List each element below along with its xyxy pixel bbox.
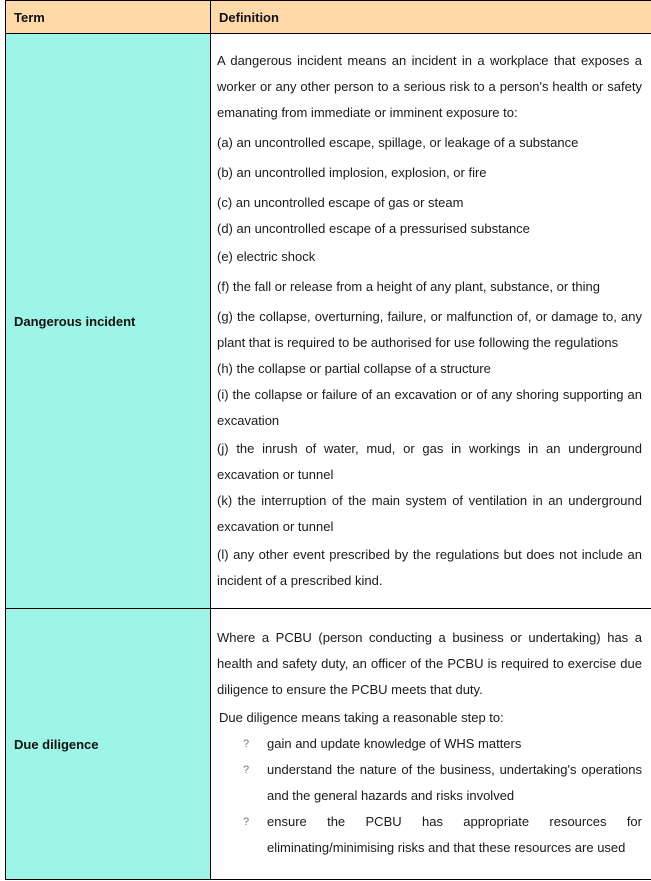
- bullet-item: [217, 731, 642, 757]
- terms-table: [5, 0, 651, 880]
- table-row: [6, 609, 651, 880]
- bullet-icon: ?: [243, 816, 250, 828]
- bullet-item: [217, 809, 642, 861]
- definition-item: (f) the fall or release from a height of any plant, substance, or thing: [217, 279, 600, 294]
- bullet-icon: ?: [243, 764, 250, 776]
- bullet-text: gain and update knowledge of WHS matters: [267, 736, 522, 751]
- bullet-list: [217, 731, 651, 861]
- definition-item: (a) an uncontrolled escape, spillage, or leakage of a substance: [217, 135, 579, 150]
- bullet-text: ensure the PCBU has appropriate resources for eliminating/minimising risks and that these resources are used: [267, 814, 642, 855]
- header-definition: Definition: [211, 1, 651, 34]
- bullet-text: understand the nature of the business, undertaking's operations and the general hazards and risks involved: [267, 762, 642, 803]
- definition-intro: A dangerous incident means an incident in a workplace that exposes a worker or any other person to a serious risk to a person's health or safety emanating from immediate or imminent exposure to:: [217, 53, 642, 120]
- definition-item: (b) an uncontrolled implosion, explosion, or fire: [217, 165, 487, 180]
- definition-item: (k) the interruption of the main system of ventilation in an underground excavation or tunnel: [217, 493, 642, 534]
- definition-cell: [211, 609, 651, 880]
- header-term: Term: [6, 1, 211, 34]
- term-cell: Dangerous incident: [6, 34, 211, 609]
- bullet-icon: ?: [243, 738, 250, 750]
- definition-item: (c) an uncontrolled escape of gas or steam: [217, 195, 464, 210]
- definition-cell: [211, 34, 651, 609]
- header-row: [6, 1, 651, 34]
- definition-item: (d) an uncontrolled escape of a pressurised substance: [217, 221, 530, 236]
- definition-item: (h) the collapse or partial collapse of a structure: [217, 361, 491, 376]
- definition-item: (l) any other event prescribed by the regulations but does not include an incident of a prescribed kind.: [217, 547, 642, 588]
- table-row: [6, 34, 651, 609]
- definition-intro: Where a PCBU (person conducting a business or undertaking) has a health and safety duty, an officer of the PCBU is required to exercise due diligence to ensure the PCBU meets that duty.: [217, 630, 642, 697]
- definition-item: (i) the collapse or failure of an excavation or of any shoring supporting an excavation: [217, 387, 642, 428]
- definition-item: (e) electric shock: [217, 249, 316, 264]
- term-cell: Due diligence: [6, 609, 211, 880]
- bullet-item: [217, 757, 642, 809]
- definition-item: (g) the collapse, overturning, failure, or malfunction of, or damage to, any plant that is required to be authorised for use following the regulations: [217, 309, 642, 350]
- definition-item: (j) the inrush of water, mud, or gas in workings in an underground excavation or tunnel: [217, 441, 642, 482]
- definition-lead: Due diligence means taking a reasonable step to:: [219, 710, 504, 725]
